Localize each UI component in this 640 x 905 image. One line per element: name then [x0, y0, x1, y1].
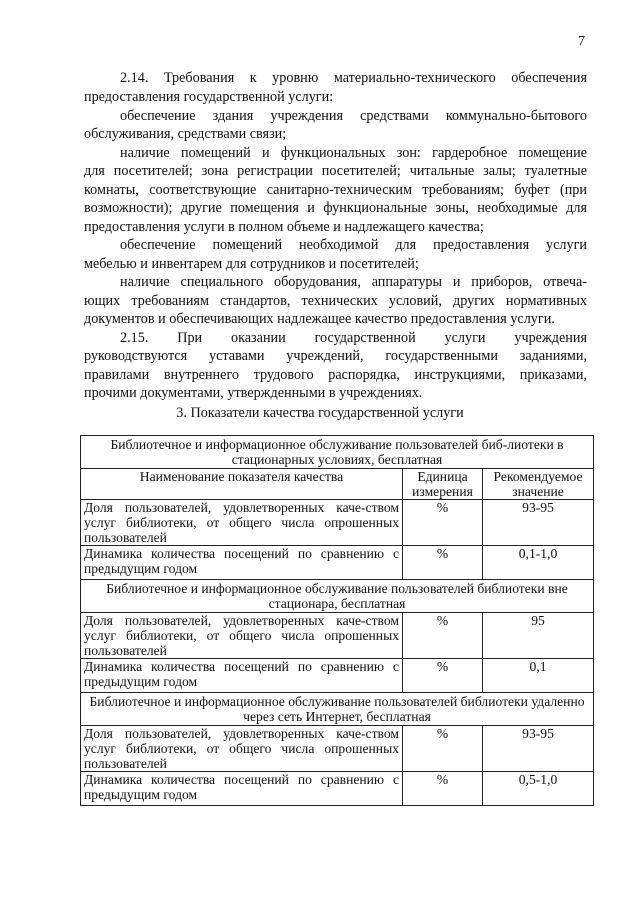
paragraph-line: документов и обеспечивающих надлежащее качество предоставления услуги. [84, 311, 555, 327]
indicator-name: Динамика количества посещений по сравнению с предыдущим годом [81, 659, 403, 693]
paragraph-line: предоставления государственной услуги: [84, 89, 334, 105]
indicator-name: Доля пользователей, удовлетворенных каче-ством услуг библиотеки, от общего числа опрошенных пользователей [81, 500, 403, 546]
table-group-row [81, 580, 594, 613]
paragraph-line: правилами внутреннего трудового распорядка, инструкциями, приказами, [84, 367, 587, 383]
quality-indicators-table [80, 435, 594, 806]
table-row [81, 726, 594, 772]
paragraph-line: 2.14. Требования к уровню материально-технического обеспечения [120, 70, 587, 86]
table-header-row [81, 469, 594, 500]
value-cell: 0,1-1,0 [483, 546, 594, 580]
value-cell: 95 [483, 613, 594, 659]
paragraph-line: обслуживания, средствами связи; [84, 126, 287, 142]
header-recommended-value: Рекомендуемое значение [483, 469, 594, 500]
paragraph-line: комнаты, соответствующие санитарно-техническим требованиям; буфет (при [84, 182, 587, 198]
indicator-name: Динамика количества посещений по сравнению с предыдущим годом [81, 546, 403, 580]
section-title: 3. Показатели качества государственной услуги [176, 405, 464, 421]
unit-cell: % [403, 546, 483, 580]
group-title: Библиотечное и информационное обслуживание пользователей библиотеки удаленно через сеть Интернет, бесплатная [81, 693, 594, 726]
paragraph-line: мебелью и инвентарем для сотрудников и посетителей; [84, 256, 419, 272]
paragraph-line: руководствуются уставами учреждений, государственными заданиями, [84, 348, 587, 364]
unit-cell: % [403, 500, 483, 546]
paragraph-line: наличие специального оборудования, аппаратуры и приборов, отвеча- [120, 274, 587, 290]
table-group-row [81, 436, 594, 469]
paragraph-line: прочими документами, утвержденными в учреждениях. [84, 385, 423, 401]
paragraph-line: наличие помещений и функциональных зон: гардеробное помещение [120, 145, 587, 161]
table-row [81, 500, 594, 546]
value-cell: 0,1 [483, 659, 594, 693]
unit-cell: % [403, 772, 483, 806]
table-row [81, 613, 594, 659]
value-cell: 93-95 [483, 500, 594, 546]
indicator-name: Доля пользователей, удовлетворенных каче-ством услуг библиотеки, от общего числа опрошенных пользователей [81, 726, 403, 772]
paragraph-line: 2.15. При оказании государственной услуги учреждения [120, 330, 587, 346]
paragraph-line: обеспечение здания учреждения средствами коммунально-бытового [120, 108, 587, 124]
group-title: Библиотечное и информационное обслуживание пользователей биб-лиотеки в стационарных условиях, бесплатная [81, 436, 594, 469]
unit-cell: % [403, 726, 483, 772]
indicator-name: Динамика количества посещений по сравнению с предыдущим годом [81, 772, 403, 806]
table-row [81, 546, 594, 580]
paragraph-line: для посетителей; зона регистрации посетителей; читальные залы; туалетные [84, 163, 587, 179]
value-cell: 93-95 [483, 726, 594, 772]
page-number: 7 [578, 34, 585, 49]
unit-cell: % [403, 613, 483, 659]
paragraph-line: обеспечение помещений необходимой для предоставления услуги [120, 237, 587, 253]
paragraph-line: ющих требованиям стандартов, технических условий, других нормативных [84, 293, 587, 309]
paragraph-line: возможности); другие помещения и функциональные зоны, необходимые для [84, 200, 587, 216]
paragraph-line: предоставления услуги в полном объеме и надлежащего качества; [84, 219, 484, 235]
header-unit: Единица измерения [403, 469, 483, 500]
unit-cell: % [403, 659, 483, 693]
table-group-row [81, 693, 594, 726]
value-cell: 0,5-1,0 [483, 772, 594, 806]
table-row [81, 659, 594, 693]
header-indicator-name: Наименование показателя качества [81, 469, 403, 500]
indicator-name: Доля пользователей, удовлетворенных каче-ством услуг библиотеки, от общего числа опрошенных пользователей [81, 613, 403, 659]
table-row [81, 772, 594, 806]
group-title: Библиотечное и информационное обслуживание пользователей библиотеки вне стационара, бесплатная [81, 580, 594, 613]
